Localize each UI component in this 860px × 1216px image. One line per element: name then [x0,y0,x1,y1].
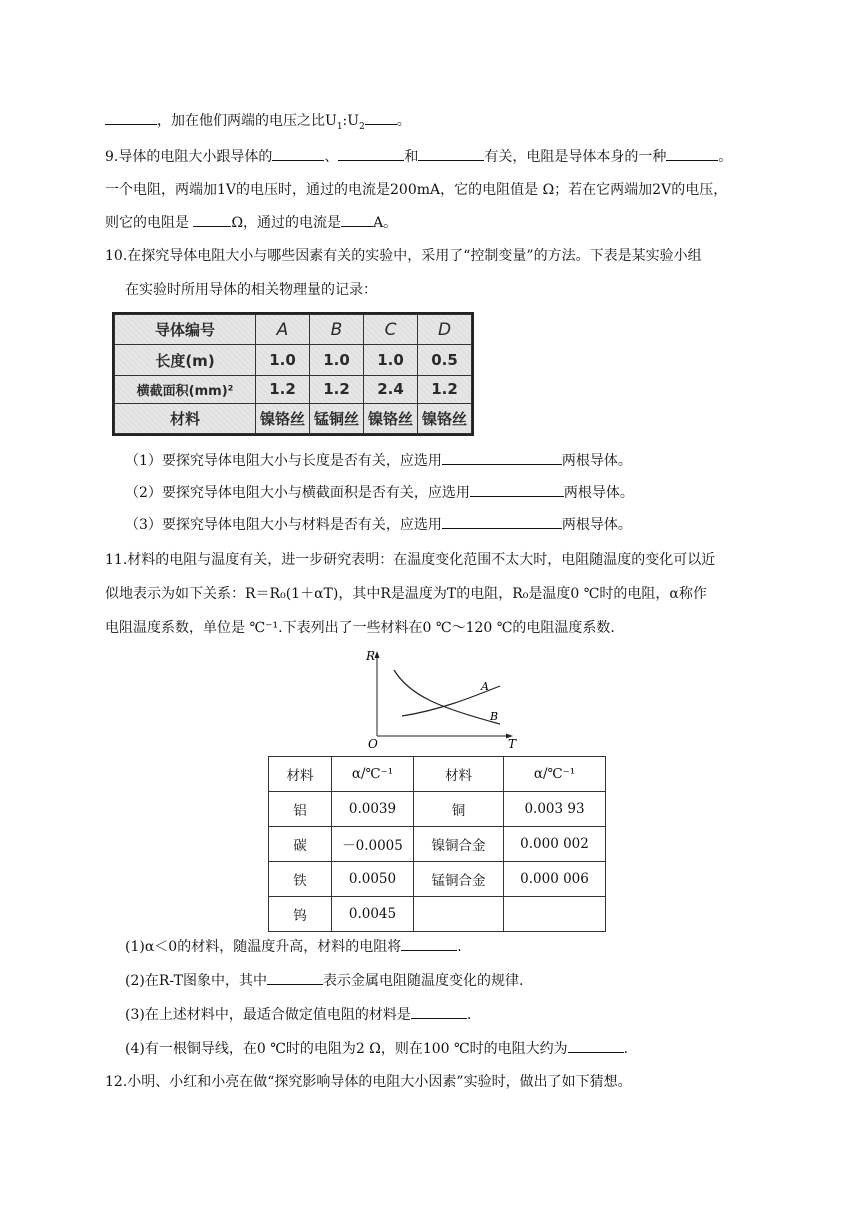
answer-blank[interactable] [105,110,157,125]
table-cell: 横截面积(mm)² [115,375,256,403]
table-cell [504,897,606,932]
table-header: α/℃⁻¹ [504,757,606,792]
table-row [269,862,606,897]
table-row [115,375,472,403]
y-axis-label: R [366,649,376,663]
table-header: B [310,315,364,345]
table-cell: 0.5 [418,345,472,375]
answer-blank[interactable] [442,514,562,529]
table-cell: 0.003 93 [504,792,606,827]
table-row [269,827,606,862]
answer-blank[interactable] [411,1004,467,1019]
table-cell: 1.0 [310,345,364,375]
table-cell: 1.0 [256,345,310,375]
question-10-sub-3: （3）要探究导体电阻大小与材料是否有关，应选用 两根导体。 [125,514,632,535]
table-cell: 锰铜合金 [414,862,504,897]
table-cell: 钨 [269,897,332,932]
question-10-line-2: 在实验时所用导体的相关物理量的记录： [125,282,377,298]
table-cell: 0.0045 [332,897,414,932]
y-axis-arrow [375,651,380,658]
table-cell: 镍铬丝 [418,403,472,433]
table-header: A [256,315,310,345]
table-cell: 0.000 002 [504,827,606,862]
answer-blank[interactable] [272,146,324,161]
table-cell: 铜 [414,792,504,827]
table-cell: 1.2 [256,375,310,403]
table-cell: 镍铬丝 [364,403,418,433]
curve-b [394,670,500,724]
question-11-line-3: 电阻温度系数，单位是 ℃⁻¹.下表列出了一些材料在0 ℃～120 ℃的电阻温度系数. [105,620,615,636]
question-11-sub-4: (4)有一根铜导线，在0 ℃时的电阻为2 Ω，则在100 ℃时的电阻大约为 . [125,1038,628,1059]
answer-blank[interactable] [365,110,397,125]
table-cell: 锰铜丝 [310,403,364,433]
x-axis-label: T [508,737,517,751]
answer-blank[interactable] [568,1038,624,1053]
table-header: α/℃⁻¹ [332,757,414,792]
question-9-line-2: 一个电阻，两端加1V的电压时，通过的电流是200mA，它的电阻值是 Ω；若在它两端加2V的电压， [105,182,728,198]
answer-blank[interactable] [470,482,564,497]
table-cell: 1.2 [310,375,364,403]
table-header: 材料 [269,757,332,792]
table-header: C [364,315,418,345]
answer-blank[interactable] [666,146,718,161]
table-cell: －0.0005 [332,827,414,862]
question-10-sub-2: （2）要探究导体电阻大小与横截面积是否有关，应选用 两根导体。 [125,482,634,503]
table-cell: 2.4 [364,375,418,403]
table-row [269,757,606,792]
question-10-line-1: 10.在探究导体电阻大小与哪些因素有关的实验中，采用了“控制变量”的方法。下表是某实验小组 [105,248,702,264]
question-12-line-1: 12.小明、小红和小亮在做“探究影响导体的电阻大小因素”实验时，做出了如下猜想。 [105,1074,632,1090]
answer-blank[interactable] [401,936,457,951]
question-11-sub-2: (2)在R-T图象中，其中 表示金属电阻随温度变化的规律. [125,970,523,991]
line-ratio: ，加在他们两端的电压之比$U_1:U_2$ 。 [105,110,411,137]
answer-blank[interactable] [267,970,323,985]
question-11-sub-3: (3)在上述材料中，最适合做定值电阻的材料是 . [125,1004,471,1025]
table-cell: 碳 [269,827,332,862]
answer-blank[interactable] [338,146,404,161]
table-row [115,403,472,433]
question-10-sub-1: （1）要探究导体电阻大小与长度是否有关，应选用 两根导体。 [125,450,632,471]
table-cell: 镍铬丝 [256,403,310,433]
table-cell: 材料 [115,403,256,433]
table-cell: 1.0 [364,345,418,375]
question-11-line-1: 11.材料的电阻与温度有关，进一步研究表明：在温度变化范围不太大时，电阻随温度的变化可以近 [105,552,716,568]
table-header: D [418,315,472,345]
conductor-table [112,312,474,436]
table-cell: 0.0039 [332,792,414,827]
table-cell: 长度(m) [115,345,256,375]
table-cell: 铝 [269,792,332,827]
table-row [115,345,472,375]
answer-blank[interactable] [442,450,562,465]
table-cell: 铁 [269,862,332,897]
question-11-sub-1: (1)α＜0的材料，随温度升高，材料的电阻将 . [125,936,462,957]
curve-b-label: B [490,710,499,723]
table-cell: 0.000 006 [504,862,606,897]
answer-blank[interactable] [418,146,484,161]
table-header: 导体编号 [115,315,256,345]
question-9-line-1: 9.导体的电阻大小跟导体的 、 和 有关，电阻是导体本身的一种 。 [105,146,732,167]
table-cell: 镍铜合金 [414,827,504,862]
r-t-graph [360,648,530,752]
table-cell [414,897,504,932]
table-cell: 1.2 [418,375,472,403]
origin-label: O [368,737,378,751]
question-11-line-2: 似地表示为如下关系：R＝R₀(1＋αT)，其中R是温度为T的电阻，R₀是温度0 ℃时的电阻，α称作 [105,586,707,602]
question-9-line-3: 则它的电阻是 Ω，通过的电流是 A。 [105,212,397,233]
answer-blank[interactable] [341,212,373,227]
curve-a-label: A [481,680,489,693]
table-cell: 0.0050 [332,862,414,897]
table-header: 材料 [414,757,504,792]
answer-blank[interactable] [193,212,231,227]
material-table [268,756,606,932]
table-row [269,897,606,932]
table-row [269,792,606,827]
table-row [115,315,472,345]
